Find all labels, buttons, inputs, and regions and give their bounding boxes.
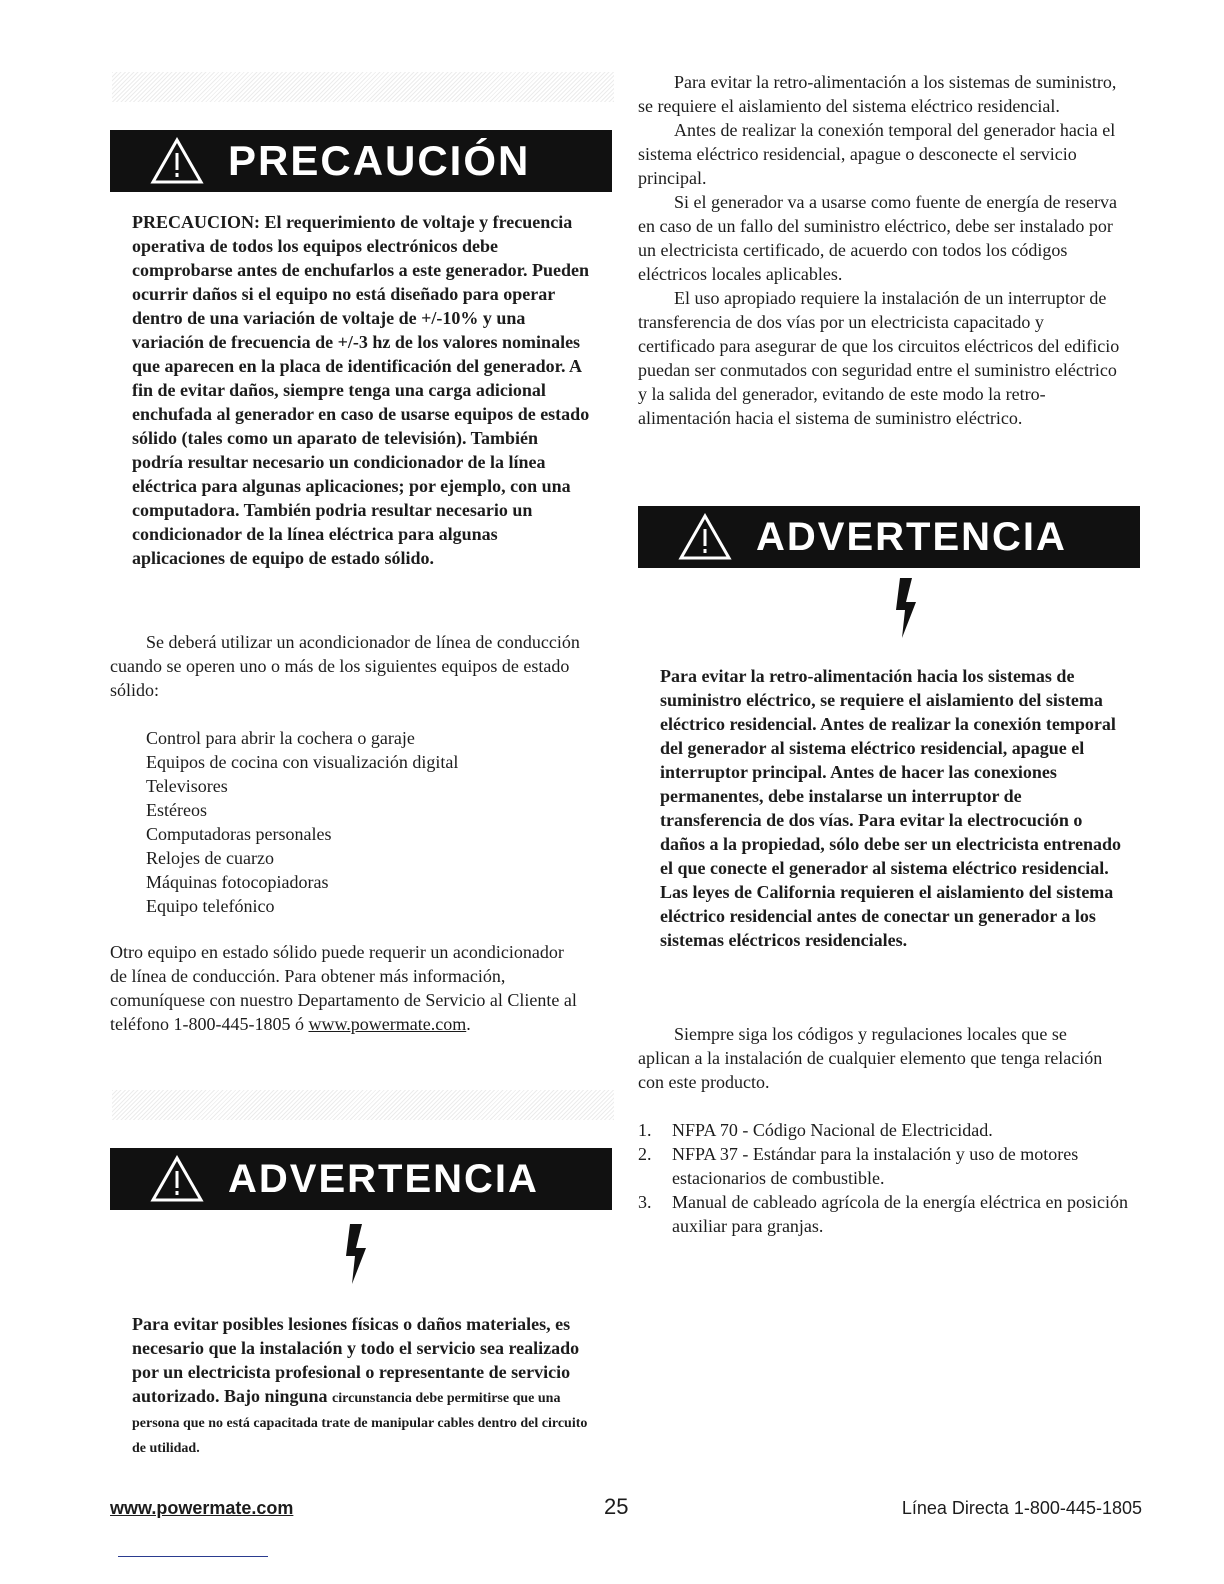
list-text: NFPA 37 - Estándar para la instalación y uso de motores estacionarios de combustible. bbox=[672, 1144, 1079, 1188]
conditioner-intro: Se deberá utilizar un acondicionador de línea de conducción cuando se operen uno o más de los siguientes equipos de estado sólido: bbox=[110, 632, 580, 700]
list-item: Control para abrir la cochera o garaje bbox=[146, 728, 415, 748]
warning-triangle-icon bbox=[678, 513, 732, 561]
warning-banner-title: ADVERTENCIA bbox=[756, 514, 1067, 559]
warning-banner-title: ADVERTENCIA bbox=[228, 1156, 539, 1201]
paragraph: El uso apropiado requiere la instalación de un interruptor de transferencia de dos vías por un electricista capacitado y certificado para asegurar de que los circuitos eléctricos del edificio puedan ser conmutados con seguridad entre el suministro eléctrico y la salida del generador, evitando de este modo la retro-alimentación hacia el sistema de suministro eléctrico. bbox=[638, 288, 1120, 428]
list-item: Equipos de cocina con visualización digital bbox=[146, 752, 459, 772]
other-equipment-end: . bbox=[466, 1014, 471, 1034]
page-number: 25 bbox=[604, 1494, 629, 1519]
caution-banner bbox=[110, 130, 612, 192]
warning-banner-right bbox=[638, 506, 1140, 568]
paragraph: Si el generador va a usarse como fuente de energía de reserva en caso de un fallo del suministro eléctrico, debe ser instalado por un electricista certificado, de acuerdo con todos los códigos eléctricos locales aplicables. bbox=[638, 192, 1117, 284]
caution-text: PRECAUCION: El requerimiento de voltaje y frecuencia operativa de todos los equipos electrónicos debe comprobarse antes de enchufarlos a este generador. Pueden ocurrir daños si el equipo no está diseñado para operar dentro de una variación de voltaje de +/-10% y una variación de frecuencia de +/-3 hz de los valores nominales que aparecen en la placa de identificación del generador. A fin de evitar daños, siempre tenga una carga adicional enchufada al generador en caso de usarse equipos de estado sólido (tales como un aparato de televisión). También podría resultar necesario un condicionador de la línea eléctrica para algunas aplicaciones; por ejemplo, con una computadora. También podria resultar necesario un condicionador de la línea eléctrica para algunas aplicaciones de equipo de estado sólido. bbox=[132, 212, 590, 568]
list-item: Estéreos bbox=[146, 800, 207, 820]
footer-rule bbox=[118, 1556, 268, 1557]
caution-banner-title: PRECAUCIÓN bbox=[228, 137, 531, 184]
list-text: Manual de cableado agrícola de la energía eléctrica en posición auxiliar para granjas. bbox=[672, 1192, 1128, 1236]
codes-intro: Siempre siga los códigos y regulaciones locales que se aplican a la instalación de cualquier elemento que tenga relación con este producto. bbox=[638, 1024, 1103, 1092]
paragraph: Para evitar la retro-alimentación a los sistemas de suministro, se requiere el aislamiento del sistema eléctrico residencial. bbox=[638, 72, 1117, 116]
list-item: Equipo telefónico bbox=[146, 896, 275, 916]
list-item bbox=[638, 1142, 1128, 1190]
warning-triangle-icon bbox=[150, 137, 204, 185]
footer-website-link[interactable]: www.powermate.com bbox=[110, 1498, 294, 1518]
warning-banner-left bbox=[110, 1148, 612, 1210]
list-number: 1. bbox=[638, 1120, 652, 1140]
warning-text-right: Para evitar la retro-alimentación hacia los sistemas de suministro eléctrico, se requiere el aislamiento del sistema eléctrico residencial. Antes de realizar la conexión temporal del generador al sistema eléctrico residencial, apague el interruptor principal. Antes de hacer las conexiones permanentes, debe instalarse un interruptor de transferencia de dos vías. Para evitar la electrocución o daños a la propiedad, sólo debe ser un electricista entrenado el que conecte el generador al sistema eléctrico residencial. Las leyes de California requieren el aislamiento del sistema eléctrico residencial antes de conectar un generador a los sistemas eléctricos residenciales. bbox=[660, 666, 1122, 950]
warning-text-left bbox=[132, 1312, 592, 1459]
warning-text-left-small: circunstancia debe permitirse que una persona que no está capacitada trate de manipular cables dentro del circuito de utilidad. bbox=[132, 1391, 588, 1456]
warning-text-left-main: Para evitar posibles lesiones físicas o daños materiales, es necesario que la instalación y todo el servicio sea realizado por un electricista profesional o representante de servicio autorizado. Bajo ninguna bbox=[132, 1314, 580, 1406]
list-item bbox=[638, 1118, 1128, 1142]
list-item: Relojes de cuarzo bbox=[146, 848, 274, 868]
equipment-list bbox=[146, 726, 586, 918]
website-link[interactable]: www.powermate.com bbox=[308, 1014, 467, 1034]
paragraph: Antes de realizar la conexión temporal del generador hacia el sistema eléctrico residencial, apague o desconecte el servicio principal. bbox=[638, 120, 1116, 188]
codes-list bbox=[638, 1118, 1128, 1238]
list-item bbox=[638, 1190, 1128, 1238]
hatch-strip-middle bbox=[112, 1090, 614, 1120]
list-item: Televisores bbox=[146, 776, 228, 796]
list-item: Máquinas fotocopiadoras bbox=[146, 872, 329, 892]
list-number: 2. bbox=[638, 1144, 652, 1164]
warning-triangle-icon bbox=[150, 1155, 204, 1203]
lightning-bolt-icon bbox=[342, 1222, 370, 1286]
other-equipment-body: Otro equipo en estado sólido puede requerir un acondicionador de línea de conducción. Para obtener más información, comuníquese con nuestro Departamento de Servicio al Cliente al teléfono 1-800-445-1805 ó bbox=[110, 942, 577, 1034]
list-text: NFPA 70 - Código Nacional de Electricidad. bbox=[672, 1120, 993, 1140]
other-equipment-text bbox=[110, 940, 580, 1036]
hatch-strip-top bbox=[112, 72, 614, 102]
right-intro-paragraphs bbox=[638, 70, 1120, 430]
list-number: 3. bbox=[638, 1192, 652, 1212]
lightning-bolt-icon bbox=[892, 576, 920, 640]
footer-hotline: Línea Directa 1-800-445-1805 bbox=[901, 1498, 1142, 1518]
list-item: Computadoras personales bbox=[146, 824, 332, 844]
